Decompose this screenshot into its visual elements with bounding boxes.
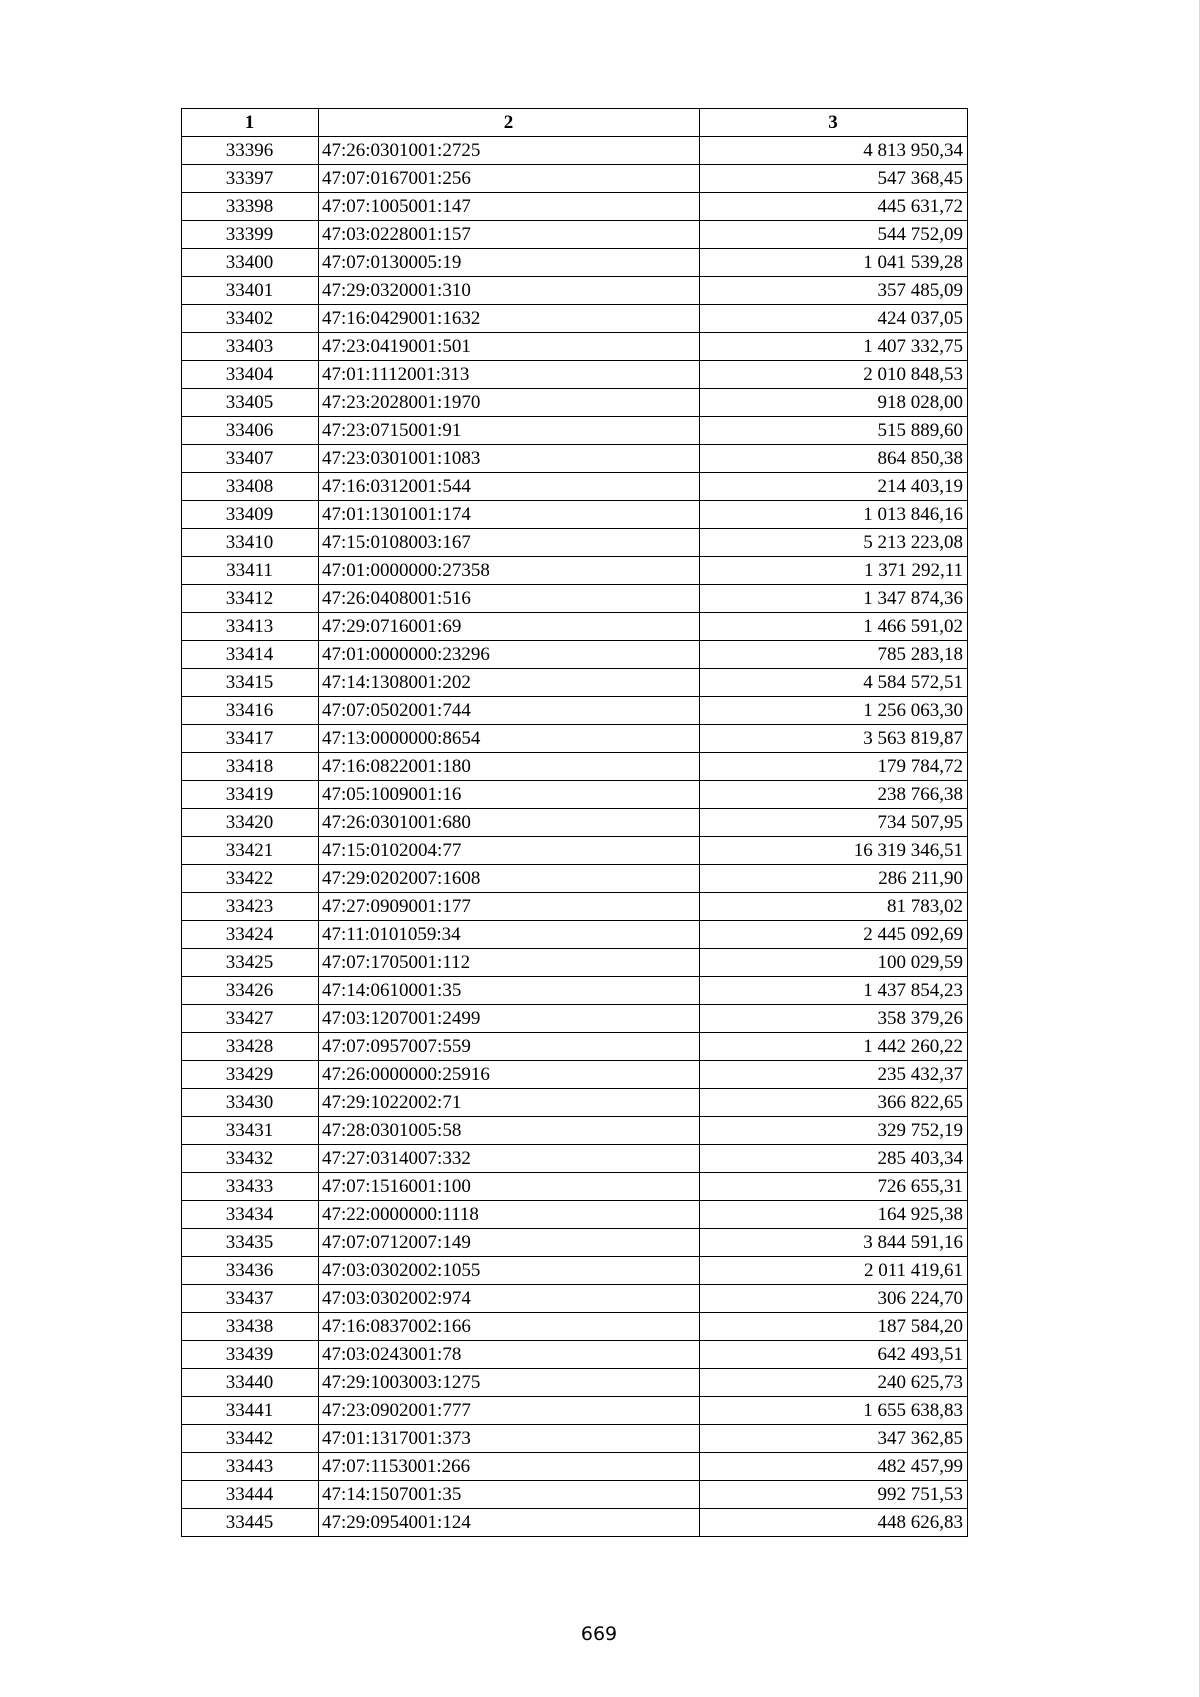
value-cell: 544 752,09 bbox=[700, 221, 968, 249]
row-number-cell: 33420 bbox=[182, 809, 319, 837]
value-cell: 992 751,53 bbox=[700, 1481, 968, 1509]
table-row bbox=[182, 1397, 968, 1425]
cadastral-number-cell: 47:11:0101059:34 bbox=[319, 921, 700, 949]
cadastral-number-cell: 47:14:1507001:35 bbox=[319, 1481, 700, 1509]
table-row bbox=[182, 529, 968, 557]
value-cell: 100 029,59 bbox=[700, 949, 968, 977]
cadastral-number-cell: 47:07:1516001:100 bbox=[319, 1173, 700, 1201]
cadastral-number-cell: 47:13:0000000:8654 bbox=[319, 725, 700, 753]
table-row bbox=[182, 221, 968, 249]
value-cell: 1 466 591,02 bbox=[700, 613, 968, 641]
value-cell: 4 584 572,51 bbox=[700, 669, 968, 697]
row-number-cell: 33429 bbox=[182, 1061, 319, 1089]
cadastral-number-cell: 47:07:1705001:112 bbox=[319, 949, 700, 977]
cadastral-number-cell: 47:29:1022002:71 bbox=[319, 1089, 700, 1117]
row-number-cell: 33444 bbox=[182, 1481, 319, 1509]
row-number-cell: 33413 bbox=[182, 613, 319, 641]
value-cell: 1 371 292,11 bbox=[700, 557, 968, 585]
row-number-cell: 33437 bbox=[182, 1285, 319, 1313]
cadastral-number-cell: 47:26:0301001:2725 bbox=[319, 137, 700, 165]
row-number-cell: 33419 bbox=[182, 781, 319, 809]
page-number: 669 bbox=[580, 1623, 618, 1645]
table-row bbox=[182, 1117, 968, 1145]
value-cell: 918 028,00 bbox=[700, 389, 968, 417]
cadastral-number-cell: 47:26:0301001:680 bbox=[319, 809, 700, 837]
cadastral-number-cell: 47:15:0102004:77 bbox=[319, 837, 700, 865]
cadastral-number-cell: 47:26:0408001:516 bbox=[319, 585, 700, 613]
value-cell: 1 407 332,75 bbox=[700, 333, 968, 361]
cadastral-number-cell: 47:07:0712007:149 bbox=[319, 1229, 700, 1257]
table-row bbox=[182, 445, 968, 473]
row-number-cell: 33430 bbox=[182, 1089, 319, 1117]
row-number-cell: 33434 bbox=[182, 1201, 319, 1229]
table-row bbox=[182, 557, 968, 585]
row-number-cell: 33407 bbox=[182, 445, 319, 473]
cadastral-number-cell: 47:29:0716001:69 bbox=[319, 613, 700, 641]
table-row bbox=[182, 389, 968, 417]
cadastral-number-cell: 47:01:0000000:23296 bbox=[319, 641, 700, 669]
table-row bbox=[182, 1089, 968, 1117]
row-number-cell: 33422 bbox=[182, 865, 319, 893]
table-row bbox=[182, 585, 968, 613]
cadastral-number-cell: 47:01:0000000:27358 bbox=[319, 557, 700, 585]
table-row bbox=[182, 865, 968, 893]
cadastral-number-cell: 47:28:0301005:58 bbox=[319, 1117, 700, 1145]
row-number-cell: 33396 bbox=[182, 137, 319, 165]
row-number-cell: 33410 bbox=[182, 529, 319, 557]
cadastral-number-cell: 47:16:0429001:1632 bbox=[319, 305, 700, 333]
registry-table bbox=[181, 108, 968, 1537]
table-row bbox=[182, 1145, 968, 1173]
row-number-cell: 33440 bbox=[182, 1369, 319, 1397]
value-cell: 448 626,83 bbox=[700, 1509, 968, 1537]
table-row bbox=[182, 697, 968, 725]
row-number-cell: 33443 bbox=[182, 1453, 319, 1481]
table-row bbox=[182, 893, 968, 921]
table-row bbox=[182, 1061, 968, 1089]
table-row bbox=[182, 1341, 968, 1369]
value-cell: 1 655 638,83 bbox=[700, 1397, 968, 1425]
value-cell: 347 362,85 bbox=[700, 1425, 968, 1453]
cadastral-number-cell: 47:23:0902001:777 bbox=[319, 1397, 700, 1425]
value-cell: 235 432,37 bbox=[700, 1061, 968, 1089]
value-cell: 366 822,65 bbox=[700, 1089, 968, 1117]
cadastral-number-cell: 47:22:0000000:1118 bbox=[319, 1201, 700, 1229]
table-row bbox=[182, 1285, 968, 1313]
row-number-cell: 33425 bbox=[182, 949, 319, 977]
value-cell: 16 319 346,51 bbox=[700, 837, 968, 865]
row-number-cell: 33406 bbox=[182, 417, 319, 445]
value-cell: 357 485,09 bbox=[700, 277, 968, 305]
row-number-cell: 33436 bbox=[182, 1257, 319, 1285]
table-row bbox=[182, 921, 968, 949]
table-row bbox=[182, 1033, 968, 1061]
cadastral-number-cell: 47:07:0502001:744 bbox=[319, 697, 700, 725]
column-header-1: 1 bbox=[182, 109, 319, 137]
table-row bbox=[182, 1229, 968, 1257]
value-cell: 286 211,90 bbox=[700, 865, 968, 893]
cadastral-number-cell: 47:23:0419001:501 bbox=[319, 333, 700, 361]
row-number-cell: 33423 bbox=[182, 893, 319, 921]
row-number-cell: 33445 bbox=[182, 1509, 319, 1537]
cadastral-number-cell: 47:16:0822001:180 bbox=[319, 753, 700, 781]
table-row bbox=[182, 781, 968, 809]
table-row bbox=[182, 1481, 968, 1509]
row-number-cell: 33431 bbox=[182, 1117, 319, 1145]
table-row bbox=[182, 333, 968, 361]
value-cell: 785 283,18 bbox=[700, 641, 968, 669]
value-cell: 164 925,38 bbox=[700, 1201, 968, 1229]
value-cell: 358 379,26 bbox=[700, 1005, 968, 1033]
value-cell: 482 457,99 bbox=[700, 1453, 968, 1481]
cadastral-number-cell: 47:29:0202007:1608 bbox=[319, 865, 700, 893]
row-number-cell: 33405 bbox=[182, 389, 319, 417]
cadastral-number-cell: 47:26:0000000:25916 bbox=[319, 1061, 700, 1089]
value-cell: 5 213 223,08 bbox=[700, 529, 968, 557]
value-cell: 1 347 874,36 bbox=[700, 585, 968, 613]
value-cell: 726 655,31 bbox=[700, 1173, 968, 1201]
cadastral-number-cell: 47:01:1317001:373 bbox=[319, 1425, 700, 1453]
value-cell: 424 037,05 bbox=[700, 305, 968, 333]
row-number-cell: 33435 bbox=[182, 1229, 319, 1257]
row-number-cell: 33439 bbox=[182, 1341, 319, 1369]
row-number-cell: 33416 bbox=[182, 697, 319, 725]
table-row bbox=[182, 417, 968, 445]
row-number-cell: 33401 bbox=[182, 277, 319, 305]
table-row bbox=[182, 1201, 968, 1229]
row-number-cell: 33417 bbox=[182, 725, 319, 753]
table-row bbox=[182, 1257, 968, 1285]
cadastral-number-cell: 47:14:1308001:202 bbox=[319, 669, 700, 697]
value-cell: 3 563 819,87 bbox=[700, 725, 968, 753]
registry-table-container bbox=[181, 108, 967, 1537]
row-number-cell: 33399 bbox=[182, 221, 319, 249]
cadastral-number-cell: 47:23:0301001:1083 bbox=[319, 445, 700, 473]
cadastral-number-cell: 47:07:0130005:19 bbox=[319, 249, 700, 277]
cadastral-number-cell: 47:03:0243001:78 bbox=[319, 1341, 700, 1369]
value-cell: 445 631,72 bbox=[700, 193, 968, 221]
table-row bbox=[182, 137, 968, 165]
table-row bbox=[182, 249, 968, 277]
table-row bbox=[182, 1369, 968, 1397]
row-number-cell: 33404 bbox=[182, 361, 319, 389]
cadastral-number-cell: 47:03:0302002:974 bbox=[319, 1285, 700, 1313]
value-cell: 4 813 950,34 bbox=[700, 137, 968, 165]
cadastral-number-cell: 47:14:0610001:35 bbox=[319, 977, 700, 1005]
table-row bbox=[182, 1425, 968, 1453]
table-row bbox=[182, 361, 968, 389]
table-header-row bbox=[182, 109, 968, 137]
value-cell: 179 784,72 bbox=[700, 753, 968, 781]
table-row bbox=[182, 949, 968, 977]
table-row bbox=[182, 305, 968, 333]
row-number-cell: 33433 bbox=[182, 1173, 319, 1201]
cadastral-number-cell: 47:15:0108003:167 bbox=[319, 529, 700, 557]
cadastral-number-cell: 47:07:0957007:559 bbox=[319, 1033, 700, 1061]
table-row bbox=[182, 193, 968, 221]
table-row bbox=[182, 1173, 968, 1201]
table-row bbox=[182, 753, 968, 781]
table-row bbox=[182, 641, 968, 669]
cadastral-number-cell: 47:01:1112001:313 bbox=[319, 361, 700, 389]
cadastral-number-cell: 47:29:1003003:1275 bbox=[319, 1369, 700, 1397]
cadastral-number-cell: 47:03:0302002:1055 bbox=[319, 1257, 700, 1285]
value-cell: 2 010 848,53 bbox=[700, 361, 968, 389]
cadastral-number-cell: 47:01:1301001:174 bbox=[319, 501, 700, 529]
row-number-cell: 33397 bbox=[182, 165, 319, 193]
value-cell: 238 766,38 bbox=[700, 781, 968, 809]
column-header-3: 3 bbox=[700, 109, 968, 137]
row-number-cell: 33403 bbox=[182, 333, 319, 361]
column-header-2: 2 bbox=[319, 109, 700, 137]
table-row bbox=[182, 1313, 968, 1341]
cadastral-number-cell: 47:23:2028001:1970 bbox=[319, 389, 700, 417]
row-number-cell: 33428 bbox=[182, 1033, 319, 1061]
table-row bbox=[182, 725, 968, 753]
row-number-cell: 33424 bbox=[182, 921, 319, 949]
value-cell: 864 850,38 bbox=[700, 445, 968, 473]
value-cell: 547 368,45 bbox=[700, 165, 968, 193]
value-cell: 734 507,95 bbox=[700, 809, 968, 837]
cadastral-number-cell: 47:05:1009001:16 bbox=[319, 781, 700, 809]
table-row bbox=[182, 669, 968, 697]
value-cell: 2 011 419,61 bbox=[700, 1257, 968, 1285]
row-number-cell: 33411 bbox=[182, 557, 319, 585]
value-cell: 3 844 591,16 bbox=[700, 1229, 968, 1257]
row-number-cell: 33432 bbox=[182, 1145, 319, 1173]
row-number-cell: 33415 bbox=[182, 669, 319, 697]
value-cell: 1 442 260,22 bbox=[700, 1033, 968, 1061]
row-number-cell: 33409 bbox=[182, 501, 319, 529]
row-number-cell: 33442 bbox=[182, 1425, 319, 1453]
row-number-cell: 33408 bbox=[182, 473, 319, 501]
table-row bbox=[182, 977, 968, 1005]
table-row bbox=[182, 277, 968, 305]
cadastral-number-cell: 47:29:0320001:310 bbox=[319, 277, 700, 305]
row-number-cell: 33418 bbox=[182, 753, 319, 781]
value-cell: 81 783,02 bbox=[700, 893, 968, 921]
cadastral-number-cell: 47:27:0909001:177 bbox=[319, 893, 700, 921]
value-cell: 187 584,20 bbox=[700, 1313, 968, 1341]
row-number-cell: 33427 bbox=[182, 1005, 319, 1033]
row-number-cell: 33398 bbox=[182, 193, 319, 221]
table-row bbox=[182, 1509, 968, 1537]
row-number-cell: 33414 bbox=[182, 641, 319, 669]
table-row bbox=[182, 837, 968, 865]
value-cell: 1 256 063,30 bbox=[700, 697, 968, 725]
cadastral-number-cell: 47:07:0167001:256 bbox=[319, 165, 700, 193]
table-row bbox=[182, 473, 968, 501]
value-cell: 285 403,34 bbox=[700, 1145, 968, 1173]
row-number-cell: 33412 bbox=[182, 585, 319, 613]
value-cell: 1 041 539,28 bbox=[700, 249, 968, 277]
table-row bbox=[182, 1005, 968, 1033]
cadastral-number-cell: 47:07:1005001:147 bbox=[319, 193, 700, 221]
value-cell: 329 752,19 bbox=[700, 1117, 968, 1145]
cadastral-number-cell: 47:07:1153001:266 bbox=[319, 1453, 700, 1481]
value-cell: 306 224,70 bbox=[700, 1285, 968, 1313]
table-row bbox=[182, 809, 968, 837]
row-number-cell: 33400 bbox=[182, 249, 319, 277]
cadastral-number-cell: 47:29:0954001:124 bbox=[319, 1509, 700, 1537]
cadastral-number-cell: 47:23:0715001:91 bbox=[319, 417, 700, 445]
table-body bbox=[182, 137, 968, 1537]
table-row bbox=[182, 613, 968, 641]
value-cell: 642 493,51 bbox=[700, 1341, 968, 1369]
cadastral-number-cell: 47:16:0837002:166 bbox=[319, 1313, 700, 1341]
value-cell: 240 625,73 bbox=[700, 1369, 968, 1397]
cadastral-number-cell: 47:16:0312001:544 bbox=[319, 473, 700, 501]
value-cell: 214 403,19 bbox=[700, 473, 968, 501]
row-number-cell: 33402 bbox=[182, 305, 319, 333]
row-number-cell: 33426 bbox=[182, 977, 319, 1005]
row-number-cell: 33421 bbox=[182, 837, 319, 865]
value-cell: 1 013 846,16 bbox=[700, 501, 968, 529]
value-cell: 515 889,60 bbox=[700, 417, 968, 445]
row-number-cell: 33441 bbox=[182, 1397, 319, 1425]
table-row bbox=[182, 165, 968, 193]
cadastral-number-cell: 47:27:0314007:332 bbox=[319, 1145, 700, 1173]
table-row bbox=[182, 501, 968, 529]
table-row bbox=[182, 1453, 968, 1481]
cadastral-number-cell: 47:03:1207001:2499 bbox=[319, 1005, 700, 1033]
row-number-cell: 33438 bbox=[182, 1313, 319, 1341]
value-cell: 1 437 854,23 bbox=[700, 977, 968, 1005]
value-cell: 2 445 092,69 bbox=[700, 921, 968, 949]
cadastral-number-cell: 47:03:0228001:157 bbox=[319, 221, 700, 249]
